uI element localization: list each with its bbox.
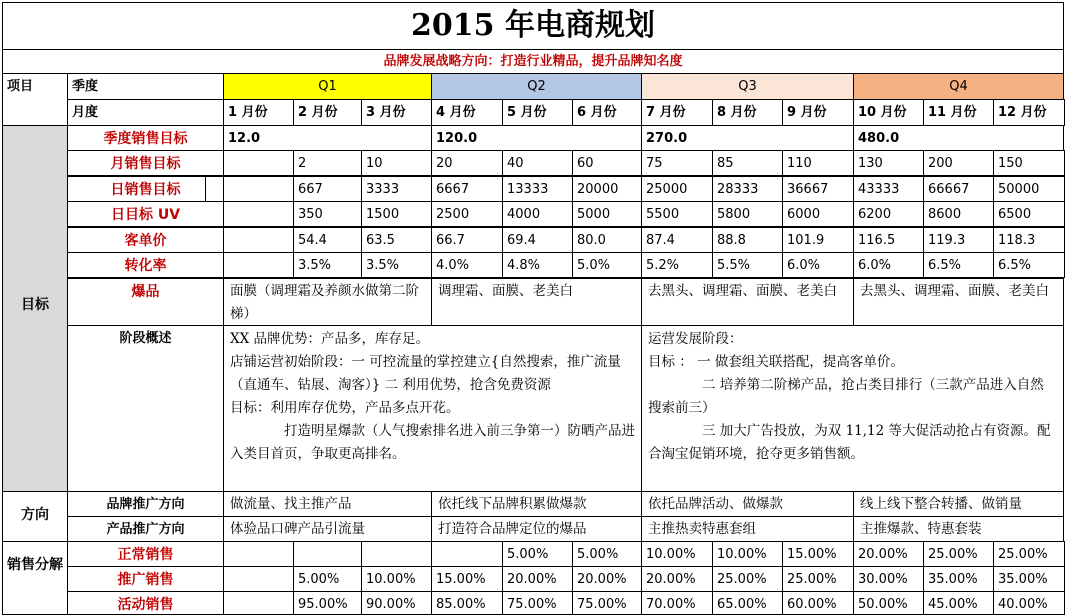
metric-value: 88.8 bbox=[712, 227, 783, 253]
stage-right-text bbox=[641, 325, 1064, 492]
header-season: 季度 bbox=[67, 73, 224, 100]
sales-label: 推广销售 bbox=[67, 566, 224, 592]
metric-value: 10 bbox=[361, 150, 432, 176]
sales-label: 活动销售 bbox=[67, 591, 224, 615]
sales-value: 35.00% bbox=[993, 566, 1065, 592]
stage-right-line: 目标 ： 一 做套组关联搭配，提高客单价。 bbox=[648, 354, 904, 370]
sales-value: 10.00% bbox=[712, 541, 783, 567]
sales-value: 35.00% bbox=[923, 566, 994, 592]
metric-value: 75 bbox=[641, 150, 713, 176]
metric-value: 5.5% bbox=[712, 252, 783, 278]
metric-value: 1500 bbox=[361, 201, 432, 227]
product-direction-q1: 体验品口碑产品引流量 bbox=[223, 516, 432, 542]
month-header-cell: 2 月份 bbox=[293, 99, 362, 126]
hot-products-q1: 面膜（调理霜及养颜水做第二阶梯） bbox=[223, 278, 432, 326]
quarter-q4: Q4 bbox=[853, 73, 1064, 100]
metric-value bbox=[223, 150, 294, 176]
hot-products-q3: 去黑头、调理霜、面膜、老美白 bbox=[641, 278, 854, 326]
month-header-cell: 9 月份 bbox=[782, 99, 854, 126]
metric-value: 20 bbox=[431, 150, 503, 176]
sales-value: 85.00% bbox=[431, 591, 503, 615]
metric-value: 13333 bbox=[502, 176, 573, 202]
metric-value: 3333 bbox=[361, 176, 432, 202]
sales-value bbox=[361, 541, 432, 567]
metric-value: 5.2% bbox=[641, 252, 713, 278]
metric-label: 日目标 UV bbox=[67, 201, 224, 227]
metric-value: 5500 bbox=[641, 201, 713, 227]
header-month: 月度 bbox=[67, 99, 224, 126]
stage-left-line: 目标：利用库存优势，产品多点开花。 bbox=[230, 400, 460, 416]
quarter-q1: Q1 bbox=[223, 73, 432, 100]
metric-value: 2500 bbox=[431, 201, 503, 227]
sales-value: 30.00% bbox=[853, 566, 924, 592]
metric-label: 客单价 bbox=[67, 227, 224, 253]
month-header-cell: 11 月份 bbox=[923, 99, 994, 126]
month-header-cell: 1 月份 bbox=[223, 99, 294, 126]
quarter-target-q1: 12.0 bbox=[223, 125, 432, 151]
sales-value: 90.00% bbox=[361, 591, 432, 615]
product-direction-q2: 打造符合品牌定位的爆品 bbox=[431, 516, 642, 542]
sales-value: 70.00% bbox=[641, 591, 713, 615]
sales-value bbox=[223, 591, 294, 615]
sheet-title: 2015 年电商规划 bbox=[2, 2, 1064, 50]
sales-value: 10.00% bbox=[641, 541, 713, 567]
month-header-cell: 5 月份 bbox=[502, 99, 573, 126]
metric-value: 54.4 bbox=[293, 227, 362, 253]
sales-value: 5.00% bbox=[502, 541, 573, 567]
month-header-cell: 3 月份 bbox=[361, 99, 432, 126]
sales-value: 65.00% bbox=[712, 591, 783, 615]
section-target: 目标 bbox=[2, 125, 68, 492]
sales-value: 95.00% bbox=[293, 591, 362, 615]
brand-direction-q3: 依托品牌活动、做爆款 bbox=[641, 491, 854, 517]
sales-value bbox=[293, 541, 362, 567]
metric-label: 转化率 bbox=[67, 252, 224, 278]
metric-value: 3.5% bbox=[361, 252, 432, 278]
metric-value: 5800 bbox=[712, 201, 783, 227]
metric-value: 5000 bbox=[572, 201, 642, 227]
metric-value: 66.7 bbox=[431, 227, 503, 253]
metric-value: 6200 bbox=[853, 201, 924, 227]
metric-value: 116.5 bbox=[853, 227, 924, 253]
sales-value: 60.00% bbox=[782, 591, 854, 615]
stage-left-line: 打造明星爆款（人气搜索排名进入前三争第一）防晒产品进入类目首页，争取更高排名。 bbox=[230, 423, 635, 462]
metric-value: 2 bbox=[293, 150, 362, 176]
sales-value: 25.00% bbox=[712, 566, 783, 592]
brand-direction-q1: 做流量、找主推产品 bbox=[223, 491, 432, 517]
metric-value: 6.5% bbox=[993, 252, 1065, 278]
metric-value: 110 bbox=[782, 150, 854, 176]
metric-value: 40 bbox=[502, 150, 573, 176]
metric-value: 6000 bbox=[782, 201, 854, 227]
month-header-cell: 7 月份 bbox=[641, 99, 713, 126]
stage-right-line: 三 加大广告投放，为双 11,12 等大促活动抢占有资源。配合淘宝促销环境，抢夺更多销售额。 bbox=[648, 423, 1051, 462]
brand-direction-q4: 线上线下整合转播、做销量 bbox=[853, 491, 1064, 517]
month-header-cell: 8 月份 bbox=[712, 99, 783, 126]
quarter-q3: Q3 bbox=[641, 73, 854, 100]
metric-value: 4.0% bbox=[431, 252, 503, 278]
metric-value: 5.0% bbox=[572, 252, 642, 278]
sales-value: 20.00% bbox=[502, 566, 573, 592]
sales-value: 40.00% bbox=[993, 591, 1065, 615]
metric-value: 6.0% bbox=[782, 252, 854, 278]
sales-value: 15.00% bbox=[782, 541, 854, 567]
hot-products-q2: 调理霜、面膜、老美白 bbox=[431, 278, 642, 326]
metric-value: 6667 bbox=[431, 176, 503, 202]
month-header-cell: 4 月份 bbox=[431, 99, 503, 126]
metric-value: 87.4 bbox=[641, 227, 713, 253]
sales-value: 75.00% bbox=[502, 591, 573, 615]
header-item: 项目 bbox=[2, 73, 68, 126]
metric-value: 43333 bbox=[853, 176, 924, 202]
sales-value: 10.00% bbox=[361, 566, 432, 592]
metric-value: 118.3 bbox=[993, 227, 1065, 253]
sales-label: 正常销售 bbox=[67, 541, 224, 567]
metric-value: 3.5% bbox=[293, 252, 362, 278]
metric-value: 350 bbox=[293, 201, 362, 227]
sales-value: 15.00% bbox=[431, 566, 503, 592]
sales-value: 75.00% bbox=[572, 591, 642, 615]
brand-direction-q2: 依托线下品牌积累做爆款 bbox=[431, 491, 642, 517]
sales-value: 20.00% bbox=[641, 566, 713, 592]
sales-value: 20.00% bbox=[853, 541, 924, 567]
quarter-target-q3: 270.0 bbox=[641, 125, 854, 151]
hot-products-label: 爆品 bbox=[67, 278, 224, 326]
metric-label: 月销售目标 bbox=[67, 150, 224, 176]
section-sales bbox=[2, 541, 68, 615]
product-direction-q3: 主推热卖特惠套组 bbox=[641, 516, 854, 542]
metric-value: 6.0% bbox=[853, 252, 924, 278]
metric-value: 80.0 bbox=[572, 227, 642, 253]
sales-value: 5.00% bbox=[293, 566, 362, 592]
metric-value bbox=[223, 252, 294, 278]
sales-value: 5.00% bbox=[572, 541, 642, 567]
product-direction-q4: 主推爆款、特惠套装 bbox=[853, 516, 1064, 542]
metric-value: 28333 bbox=[712, 176, 783, 202]
metric-value: 667 bbox=[293, 176, 362, 202]
sales-value: 25.00% bbox=[993, 541, 1065, 567]
metric-value: 50000 bbox=[993, 176, 1065, 202]
quarter-q2: Q2 bbox=[431, 73, 642, 100]
metric-value: 63.5 bbox=[361, 227, 432, 253]
sales-value: 25.00% bbox=[782, 566, 854, 592]
sales-value bbox=[223, 541, 294, 567]
metric-value: 6.5% bbox=[923, 252, 994, 278]
brand-direction-label: 品牌推广方向 bbox=[67, 491, 224, 517]
sales-value bbox=[223, 566, 294, 592]
metric-value: 66667 bbox=[923, 176, 994, 202]
stage-right-line: 运营发展阶段： bbox=[648, 331, 743, 347]
stage-left-line: 店铺运营初始阶段：一 可控流量的掌控建立{自然搜索，推广流量（直通车、钻展、淘客）} 二 利用优势，抢含免费资源 bbox=[230, 354, 621, 393]
sales-value: 20.00% bbox=[572, 566, 642, 592]
stage-left-text bbox=[223, 325, 642, 492]
metric-value: 60 bbox=[572, 150, 642, 176]
metric-value: 36667 bbox=[782, 176, 854, 202]
metric-value: 119.3 bbox=[923, 227, 994, 253]
quarter-target-q4: 480.0 bbox=[853, 125, 1064, 151]
metric-value: 4000 bbox=[502, 201, 573, 227]
metric-value: 6500 bbox=[993, 201, 1065, 227]
cell-divider bbox=[205, 176, 206, 202]
quarter-target-q2: 120.0 bbox=[431, 125, 642, 151]
stage-left-line: XX 品牌优势：产品多，库存足。 bbox=[230, 331, 430, 347]
sales-value: 45.00% bbox=[923, 591, 994, 615]
month-header-cell: 6 月份 bbox=[572, 99, 642, 126]
metric-label: 日销售目标 bbox=[67, 176, 224, 202]
section-direction: 方向 bbox=[2, 491, 68, 542]
metric-value: 25000 bbox=[641, 176, 713, 202]
month-header-cell: 12 月份 bbox=[993, 99, 1065, 126]
metric-value: 200 bbox=[923, 150, 994, 176]
stage-right-line: 二 培养第二阶梯产品，抢占类目排行（三款产品进入自然搜索前三） bbox=[648, 377, 1044, 416]
strategy-subtitle: 品牌发展战略方向：打造行业精品，提升品牌知名度 bbox=[2, 49, 1064, 74]
metric-value bbox=[223, 176, 294, 202]
metric-value: 130 bbox=[853, 150, 924, 176]
sales-value bbox=[431, 541, 503, 567]
sales-value: 50.00% bbox=[853, 591, 924, 615]
quarter-target-label: 季度销售目标 bbox=[67, 125, 224, 151]
hot-products-q4: 去黑头、调理霜、面膜、老美白 bbox=[853, 278, 1064, 326]
section-sales-label: 销售分解 bbox=[7, 557, 63, 573]
stage-label: 阶段概述 bbox=[67, 325, 224, 492]
product-direction-label: 产品推广方向 bbox=[67, 516, 224, 542]
metric-value: 85 bbox=[712, 150, 783, 176]
metric-value: 4.8% bbox=[502, 252, 573, 278]
metric-value: 150 bbox=[993, 150, 1065, 176]
sales-value: 25.00% bbox=[923, 541, 994, 567]
month-header-cell: 10 月份 bbox=[853, 99, 924, 126]
metric-value: 20000 bbox=[572, 176, 642, 202]
metric-value: 101.9 bbox=[782, 227, 854, 253]
metric-value: 69.4 bbox=[502, 227, 573, 253]
metric-value bbox=[223, 227, 294, 253]
metric-value bbox=[223, 201, 294, 227]
metric-value: 8600 bbox=[923, 201, 994, 227]
